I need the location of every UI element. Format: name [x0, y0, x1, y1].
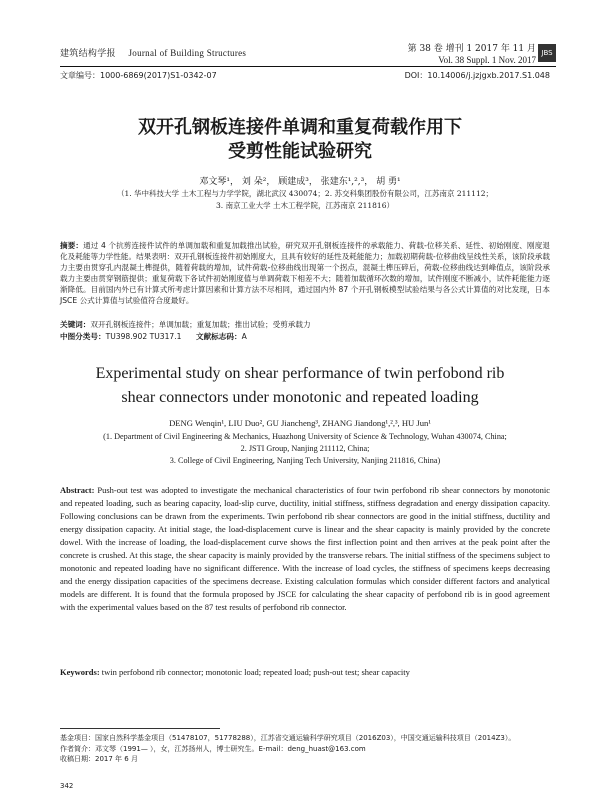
english-affiliation-line2: 2. JSTI Group, Nanjing 211112, China; — [240, 444, 370, 453]
chinese-authors: 邓文琴¹， 刘 朵²， 顾建成³， 张建东¹,²,³， 胡 勇¹ — [199, 177, 401, 187]
english-affiliations — [60, 431, 550, 467]
journal-name-cn: 建筑结构学报 — [60, 49, 116, 59]
chinese-affiliation-line2: 3. 南京工业大学 土木工程学院，江苏南京 211816） — [216, 201, 394, 210]
article-number: 文章编号：1000-6869(2017)S1-0342-07 — [60, 71, 217, 80]
english-abstract-text: Push-out test was adopted to investigate the mechanical characteristics of four twin perfobond rib shear connectors by monotonic and repeated loading, such as bearing capacity, load-slip curve, ductility, initial stiffness, stiffness degradation and energy dissipation capacity. Following conclusions can be drawn from the experiments. Twin perfobond rib shear connectors are good in the initial stiffness, ductility and energy dissipation capacity. At initial stage, the load-displacement curve is linear and the shear capacity is mainly provided by the concrete dowel. With the increase of loading, the load-displacement curve shows the first inflection point and then arrives at the peak point after the concrete is crushed. At this stage, the shear capacity is mainly provided by the transverse rebars. The initial stiffness of the specimens subject to monotonic and repeated loading have no significant difference. With the increase of load cycles, the stiffness of specimens keeps decreasing and the energy dissipation capacities of the specimens decrease. Existing calculation formulas which consider different factors and analytical models are different. It is found that the formula proposed by JSCE for calculating the shear capacity of perfobond rib is in good agreement with the experimental values based on the 87 test results of perfobond rib connector. — [60, 485, 550, 612]
chinese-keywords — [60, 319, 550, 330]
chinese-title — [0, 116, 600, 164]
english-keywords-text: twin perfobond rib connector; monotonic load; repeated load; push-out test; shear capacity — [99, 667, 410, 677]
chinese-title-line2: 受剪性能试验研究 — [228, 141, 372, 162]
issue-cn: 第 38 卷 增刊 1 2017 年 11 月 — [407, 44, 536, 54]
journal-name-en: Journal of Building Structures — [128, 48, 247, 58]
classification-label: 中图分类号： — [60, 332, 106, 341]
english-affiliation-line1: (1. Department of Civil Engineering & Mechanics, Huazhong University of Science & Technology, Wuhan 430074, China; — [103, 432, 507, 441]
chinese-keywords-text: 双开孔钢板连接件；单调加载；重复加载；推出试验；受剪承载力 — [90, 320, 311, 329]
chinese-abstract-text: 通过 4 个抗剪连接件试件的单调加载和重复加载推出试验，研究双开孔钢板连接件的承载能力、荷载-位移关系、延性、初始刚度、刚度退化及耗能等力学性能。结果表明：双开孔钢板连接件初始刚度大，且具有较好的延性及耗能能力；加载初期荷载-位移曲线呈线性关系，该阶段承载力主要由贯穿孔内混凝土榫提供，随着荷载的增加，试件荷载-位移曲线出现第一个拐点，混凝土榫压碎后，荷载-位移曲线达到峰值点，该阶段承载力主要由贯穿钢筋提供；重复荷载下各试件初始刚度值与单调荷载下相差不大；随着加载循环次数的增加，试件刚度不断减小，试件耗能能力逐渐降低。目前国内外已有计算式所考虑计算因素和计算方法不尽相同，通过国内外 87 个开孔钢板模型试验结果与各公式计算值的对比发现，日本 JSCE 公式计算值与试验值符合度最好。 — [60, 241, 550, 305]
page-number: 342 — [60, 782, 74, 790]
english-keywords — [60, 666, 550, 678]
funding-note: 基金项目：国家自然科学基金项目（51478107，51778288），江苏省交通运输科学研究项目（2016Z03），中国交通运输科技项目（2014Z3）。 — [60, 734, 516, 742]
classification-line — [60, 331, 550, 342]
chinese-keywords-label: 关键词： — [60, 320, 91, 329]
issue-en: Vol. 38 Suppl. 1 Nov. 2017 — [438, 55, 536, 65]
english-authors: DENG Wenqin¹, LIU Duo², GU Jiancheng³, ZHANG Jiandong¹,²,³, HU Jun¹ — [169, 418, 431, 428]
classification-text: TU398.902 TU317.1 — [105, 332, 182, 341]
header-rule — [60, 66, 556, 67]
chinese-affiliations — [60, 188, 550, 212]
author-note: 作者简介：邓文琴（1991— ），女，江苏扬州人，博士研究生。E-mail：deng_huast@163.com — [60, 744, 366, 753]
english-abstract-label: Abstract: — [60, 485, 95, 495]
received-date: 收稿日期：2017 年 6 月 — [60, 755, 138, 763]
journal-header-right — [408, 44, 536, 66]
footnotes — [60, 733, 550, 765]
doi: DOI：10.14006/j.jzjgxb.2017.S1.048 — [404, 71, 550, 80]
document-code-label: 文献标志码： — [196, 332, 242, 341]
chinese-abstract — [60, 240, 550, 306]
english-title-line1: Experimental study on shear performance of twin perfobond rib — [95, 365, 505, 382]
document-code-text: A — [241, 332, 247, 341]
english-title-line2: shear connectors under monotonic and repeated loading — [121, 389, 479, 406]
journal-header-left — [60, 46, 246, 59]
chinese-abstract-label: 摘要： — [60, 241, 84, 250]
english-abstract — [60, 484, 550, 614]
chinese-title-line1: 双开孔钢板连接件单调和重复荷载作用下 — [138, 117, 462, 138]
english-title — [0, 362, 600, 410]
footnote-rule — [60, 728, 220, 729]
chinese-affiliation-line1: （1. 华中科技大学 土木工程与力学学院，湖北武汉 430074；2. 苏交科集团股份有限公司，江苏南京 211112； — [117, 189, 493, 198]
english-affiliation-line3: 3. College of Civil Engineering, Nanjing Tech University, Nanjing 211816, China) — [169, 456, 441, 465]
journal-logo: JBS — [538, 44, 556, 62]
english-keywords-label: Keywords: — [60, 667, 100, 677]
